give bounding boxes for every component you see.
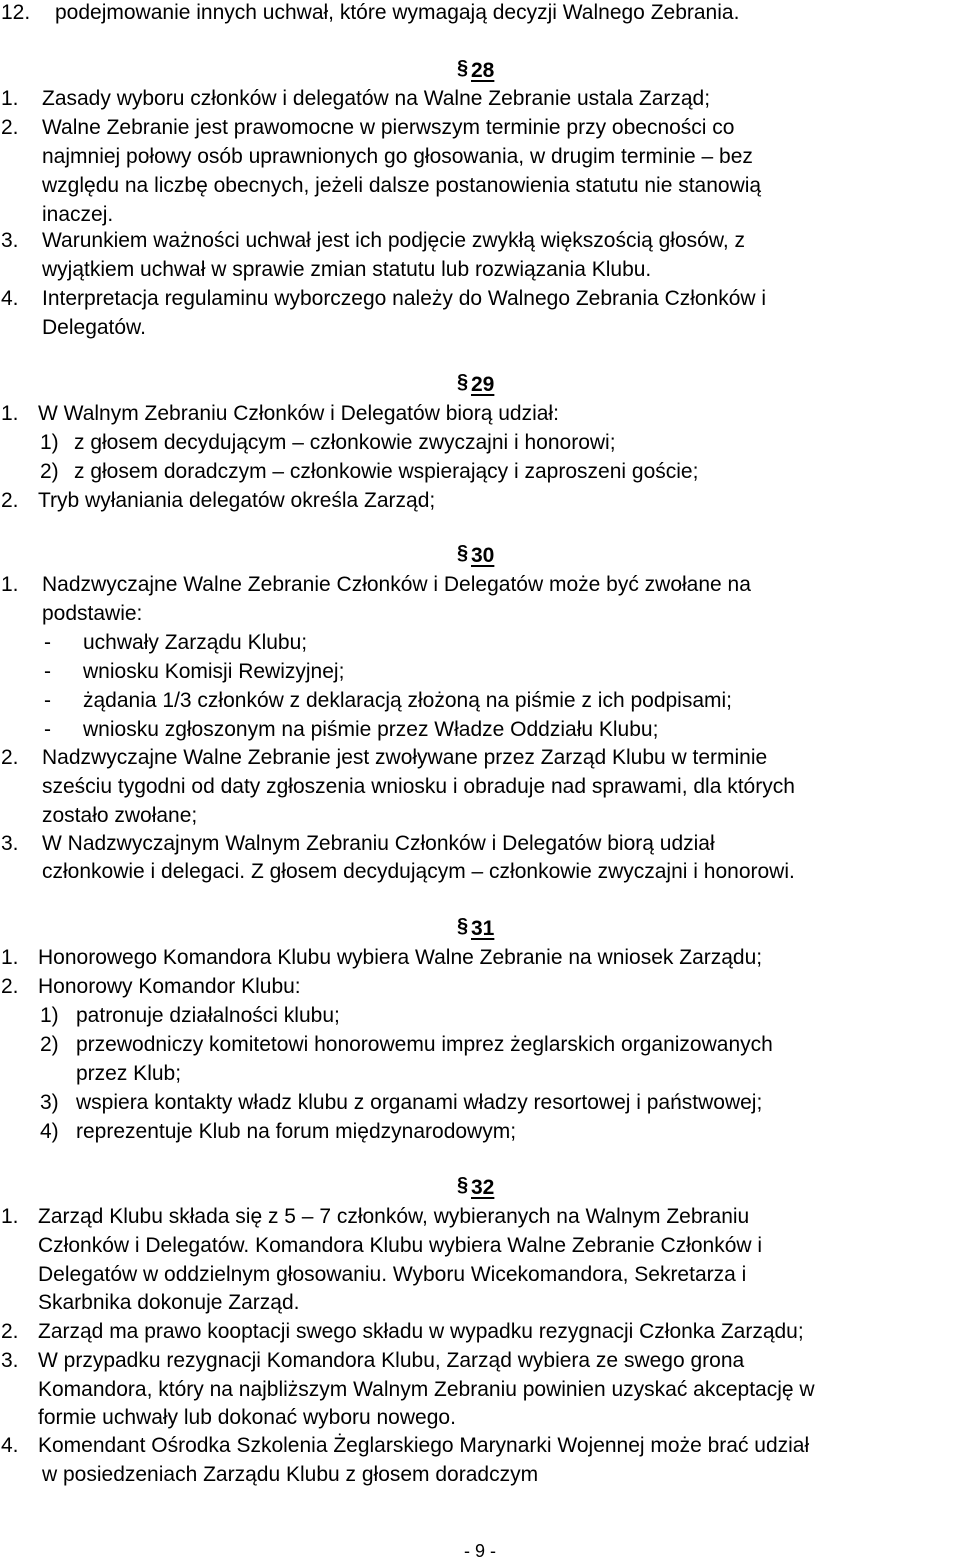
item-number: 2. <box>1 1320 19 1343</box>
dash-marker: - <box>44 631 51 654</box>
dash-marker: - <box>44 689 51 712</box>
item-number: 4. <box>1 1434 19 1457</box>
item-text: sześciu tygodni od daty zgłoszenia wniosku i obraduje nad sprawami, dla których <box>42 775 795 798</box>
item-text: inaczej. <box>42 203 114 226</box>
item-text: Delegatów w oddzielnym głosowaniu. Wyboru Wicekomandora, Sekretarza i <box>38 1263 747 1286</box>
item-text: patronuje działalności klubu; <box>76 1004 340 1027</box>
sub-item-number: 3) <box>40 1091 59 1114</box>
dash-marker: - <box>44 718 51 741</box>
sub-item-number: 1) <box>40 431 59 454</box>
item-text: podstawie: <box>42 602 143 625</box>
item-number: 2. <box>1 489 19 512</box>
sub-item-number: 2) <box>40 460 59 483</box>
item-text: podejmowanie innych uchwał, które wymagają decyzji Walnego Zebrania. <box>55 1 740 24</box>
item-text: najmniej połowy osób uprawnionych go głosowania, w drugim terminie – bez <box>42 145 753 168</box>
item-text: członkowie i delegaci. Z głosem decydującym – członkowie zwyczajni i honorowi. <box>42 860 795 883</box>
item-text: Członków i Delegatów. Komandora Klubu wybiera Walne Zebranie Członków i <box>38 1234 763 1257</box>
item-number: 1. <box>1 946 19 969</box>
item-text: reprezentuje Klub na forum międzynarodowym; <box>76 1120 517 1143</box>
section-heading-29 <box>457 370 494 399</box>
paragraph-sign-icon <box>457 1173 475 1202</box>
item-text: Honorowy Komandor Klubu: <box>38 975 301 998</box>
item-text: Komandora, który na najbliższym Walnym Zebraniu powinien uzyskać akceptację w <box>38 1378 815 1401</box>
paragraph-sign-icon <box>457 370 475 399</box>
item-text: Zarząd Klubu składa się z 5 – 7 członków, wybieranych na Walnym Zebraniu <box>38 1205 750 1228</box>
page-number: - 9 - <box>463 1541 496 1561</box>
item-text: Zarząd ma prawo kooptacji swego składu w wypadku rezygnacji Członka Zarządu; <box>38 1320 804 1343</box>
item-number: 3. <box>1 1349 19 1372</box>
item-text: w posiedzeniach Zarządu Klubu z głosem doradczym <box>42 1463 539 1486</box>
section-heading-31 <box>457 914 494 943</box>
item-text: wspiera kontakty władz klubu z organami władzy resortowej i państwowej; <box>76 1091 763 1114</box>
section-number: 30 <box>471 544 495 567</box>
item-text: uchwały Zarządu Klubu; <box>83 631 308 654</box>
item-text: zostało zwołane; <box>42 804 198 827</box>
section-number: 31 <box>471 917 495 940</box>
item-text: W Walnym Zebraniu Członków i Delegatów biorą udział: <box>38 402 559 425</box>
paragraph-sign-icon <box>457 541 475 570</box>
dash-marker: - <box>44 660 51 683</box>
item-text: z głosem decydującym – członkowie zwyczajni i honorowi; <box>74 431 616 454</box>
item-text: Tryb wyłaniania delegatów określa Zarząd; <box>38 489 436 512</box>
sub-item-number: 1) <box>40 1004 59 1027</box>
item-text: przewodniczy komitetowi honorowemu imprez żeglarskich organizowanych <box>76 1033 773 1056</box>
sub-item-number: 4) <box>40 1120 59 1143</box>
item-number: 1. <box>1 1205 19 1228</box>
item-number: 2. <box>1 746 19 769</box>
item-text: W Nadzwyczajnym Walnym Zebraniu Członków i Delegatów biorą udział <box>42 832 715 855</box>
item-number: 4. <box>1 287 19 310</box>
section-number: 32 <box>471 1176 495 1199</box>
item-number: 12. <box>1 1 31 24</box>
section-heading-32 <box>457 1173 494 1202</box>
item-text: Delegatów. <box>42 316 146 339</box>
paragraph-sign-icon <box>457 56 475 85</box>
item-text: W przypadku rezygnacji Komandora Klubu, Zarząd wybiera ze swego grona <box>38 1349 745 1372</box>
item-text: wniosku zgłoszonym na piśmie przez Władze Oddziału Klubu; <box>83 718 659 741</box>
section-heading-28 <box>457 56 494 85</box>
item-number: 1. <box>1 402 19 425</box>
item-text: żądania 1/3 członków z deklaracją złożoną na piśmie z ich podpisami; <box>83 689 733 712</box>
item-text: formie uchwały lub dokonać wyboru nowego. <box>38 1406 456 1429</box>
item-number: 2. <box>1 116 19 139</box>
sub-item-number: 2) <box>40 1033 59 1056</box>
item-text: Nadzwyczajne Walne Zebranie Członków i Delegatów może być zwołane na <box>42 573 751 596</box>
item-text: Nadzwyczajne Walne Zebranie jest zwoływane przez Zarząd Klubu w terminie <box>42 746 768 769</box>
item-number: 2. <box>1 975 19 998</box>
item-text: Warunkiem ważności uchwał jest ich podjęcie zwykłą większością głosów, z <box>42 229 745 252</box>
item-text: Komendant Ośrodka Szkolenia Żeglarskiego Marynarki Wojennej może brać udział <box>38 1434 810 1457</box>
item-number: 3. <box>1 832 19 855</box>
item-text: z głosem doradczym – członkowie wspierający i zaproszeni goście; <box>74 460 699 483</box>
paragraph-sign-icon <box>457 914 475 943</box>
item-number: 1. <box>1 573 19 596</box>
item-number: 3. <box>1 229 19 252</box>
item-text: Skarbnika dokonuje Zarząd. <box>38 1291 300 1314</box>
item-number: 1. <box>1 87 19 110</box>
item-text: Interpretacja regulaminu wyborczego należy do Walnego Zebrania Członków i <box>42 287 767 310</box>
item-text: względu na liczbę obecnych, jeżeli dalsze postanowienia statutu nie stanowią <box>42 174 762 197</box>
item-text: Walne Zebranie jest prawomocne w pierwszym terminie przy obecności co <box>42 116 735 139</box>
item-text: przez Klub; <box>76 1062 182 1085</box>
section-number: 28 <box>471 59 495 82</box>
item-text: Zasady wyboru członków i delegatów na Walne Zebranie ustala Zarząd; <box>42 87 711 110</box>
item-text: wniosku Komisji Rewizyjnej; <box>83 660 345 683</box>
section-heading-30 <box>457 541 494 570</box>
item-text: Honorowego Komandora Klubu wybiera Walne Zebranie na wniosek Zarządu; <box>38 946 763 969</box>
section-number: 29 <box>471 373 495 396</box>
item-text: wyjątkiem uchwał w sprawie zmian statutu lub rozwiązania Klubu. <box>42 258 652 281</box>
